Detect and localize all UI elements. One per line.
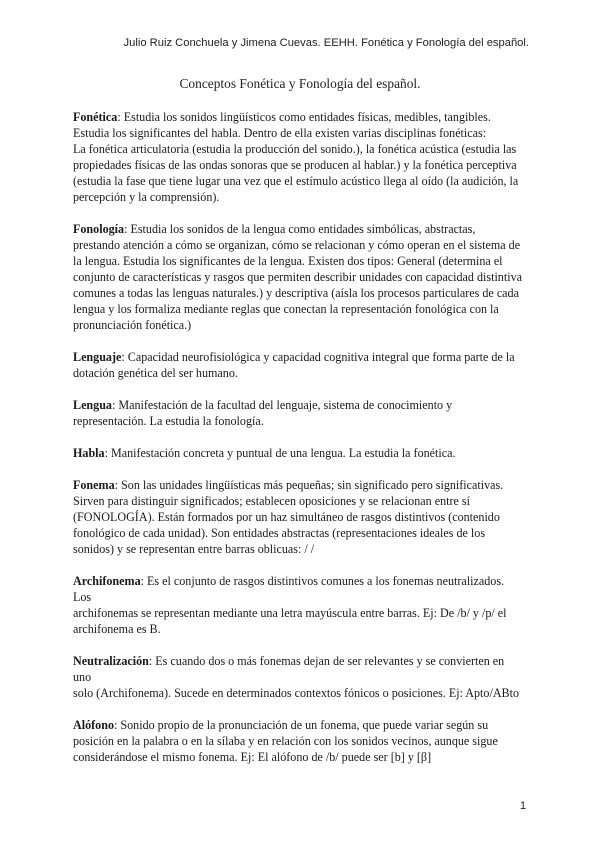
running-header: Julio Ruiz Conchuela y Jimena Cuevas. EEHH. Fonética y Fonología del español. xyxy=(123,37,529,49)
definition-text: propiedades físicas de las ondas sonoras que se producen al hablar.) y la fonética perceptiva xyxy=(73,158,517,172)
text-line xyxy=(73,189,523,205)
text-line xyxy=(73,573,523,605)
text-line xyxy=(73,109,523,125)
definition-text: fonológico de cada unidad). Son entidades abstractas (representaciones ideales de los xyxy=(73,526,486,540)
definition-text: : Es cuando dos o más fonemas dejan de ser relevantes y se convierten en uno xyxy=(73,654,505,684)
definition-text: sonidos) y se representan entre barras oblicuas: / / xyxy=(73,542,315,556)
text-line xyxy=(73,141,523,157)
definition-alofono xyxy=(73,717,523,765)
text-line xyxy=(73,317,523,333)
definition-term: Lenguaje xyxy=(73,350,122,364)
definition-text: : Manifestación concreta y puntual de una lengua. La estudia la fonética. xyxy=(104,446,456,460)
definition-term: Lengua xyxy=(73,398,112,412)
text-line xyxy=(73,685,523,701)
definition-text: (estudia la fase que tiene lugar una vez que el estímulo acústico llega al oído (la audición, la xyxy=(73,174,519,188)
definition-term: Fonética xyxy=(73,110,118,124)
text-line xyxy=(73,621,523,637)
text-line xyxy=(73,445,523,461)
text-line xyxy=(73,301,523,317)
definition-text: la lengua. Estudia los significantes de la lengua. Existen dos tipos: General (determina el xyxy=(73,254,503,268)
text-line xyxy=(73,269,523,285)
definition-text: lengua y los formaliza mediante reglas que conectan la representación fonológica con la xyxy=(73,302,499,316)
text-line xyxy=(73,653,523,685)
definition-fonema xyxy=(73,477,523,557)
document-body xyxy=(73,109,523,781)
text-line xyxy=(73,733,523,749)
definition-neutralizacion xyxy=(73,653,523,701)
definition-text: : Estudia los sonidos lingüísticos como entidades físicas, medibles, tangibles. xyxy=(117,110,491,124)
definition-term: Fonología xyxy=(73,222,125,236)
definition-text: percepción y la comprensión). xyxy=(73,190,220,204)
definition-fonologia xyxy=(73,221,523,333)
definition-text: : Son las unidades lingüísticas más pequeñas; sin significado pero significativas. xyxy=(114,478,504,492)
definition-text: La fonética articulatoria (estudia la producción del sonido.), la fonética acústica (estudia las xyxy=(73,142,517,156)
definition-text: : Estudia los sonidos de la lengua como entidades simbólicas, abstractas, xyxy=(124,222,476,236)
text-line xyxy=(73,413,523,429)
text-line xyxy=(73,541,523,557)
definition-text: posición en la palabra o en la sílaba y en relación con los sonidos vecinos, aunque sigue xyxy=(73,734,498,748)
definition-term: Alófono xyxy=(73,718,114,732)
definition-text: comunes a todas las lenguas naturales.) y descriptiva (aísla los procesos particulares de cada xyxy=(73,286,519,300)
definition-text: (FONOLOGÍA). Están formados por un haz simultáneo de rasgos distintivos (contenido xyxy=(73,510,500,524)
definition-text: Sirven para distinguir significados; establecen oposiciones y se relacionan entre sí xyxy=(73,494,470,508)
definition-text: pronunciación fonética.) xyxy=(73,318,192,332)
text-line xyxy=(73,349,523,365)
definition-text: : Capacidad neurofisiológica y capacidad cognitiva integral que forma parte de la xyxy=(121,350,515,364)
definition-term: Archifonema xyxy=(73,574,141,588)
text-line xyxy=(73,493,523,509)
definition-text: : Sonido propio de la pronunciación de un fonema, que puede variar según su xyxy=(114,718,489,732)
definition-term: Fonema xyxy=(73,478,115,492)
definition-text: archifonema es B. xyxy=(73,622,161,636)
text-line xyxy=(73,749,523,765)
text-line xyxy=(73,717,523,733)
definition-lenguaje xyxy=(73,349,523,381)
definition-text: prestando atención a cómo se organizan, cómo se relacionan y cómo operan en el sistema de xyxy=(73,238,521,252)
text-line xyxy=(73,285,523,301)
text-line xyxy=(73,397,523,413)
text-line xyxy=(73,173,523,189)
definition-text: Estudia los significantes del habla. Dentro de ella existen varias disciplinas fonéticas: xyxy=(73,126,487,140)
text-line xyxy=(73,365,523,381)
definition-text: dotación genética del ser humano. xyxy=(73,366,238,380)
text-line xyxy=(73,477,523,493)
text-line xyxy=(73,525,523,541)
definition-text: representación. La estudia la fonología. xyxy=(73,414,264,428)
definition-term: Habla xyxy=(73,446,105,460)
definition-lengua xyxy=(73,397,523,429)
text-line xyxy=(73,221,523,237)
page-number: 1 xyxy=(520,800,527,812)
text-line xyxy=(73,509,523,525)
definition-text: : Es el conjunto de rasgos distintivos comunes a los fonemas neutralizados. Los xyxy=(73,574,505,604)
definition-text: archifonemas se representan mediante una letra mayúscula entre barras. Ej: De /b/ y /p/ el xyxy=(73,606,507,620)
definition-text: solo (Archifonema). Sucede en determinados contextos fónicos o posiciones. Ej: Apto/ABto xyxy=(73,686,520,700)
text-line xyxy=(73,237,523,253)
definition-archifonema xyxy=(73,573,523,637)
text-line xyxy=(73,605,523,621)
text-line xyxy=(73,125,523,141)
definition-fonetica xyxy=(73,109,523,205)
definition-text: : Manifestación de la facultad del lenguaje, sistema de conocimiento y xyxy=(111,398,453,412)
definition-habla xyxy=(73,445,523,461)
document-title: Conceptos Fonética y Fonología del español. xyxy=(179,76,421,91)
text-line xyxy=(73,157,523,173)
definition-text: conjunto de características y rasgos que permiten describir unidades con capacidad distintiva xyxy=(73,270,522,284)
definition-term: Neutralización xyxy=(73,654,149,668)
definition-text: considerándose el mismo fonema. Ej: El alófono de /b/ puede ser [b] y [β] xyxy=(73,750,432,764)
text-line xyxy=(73,253,523,269)
